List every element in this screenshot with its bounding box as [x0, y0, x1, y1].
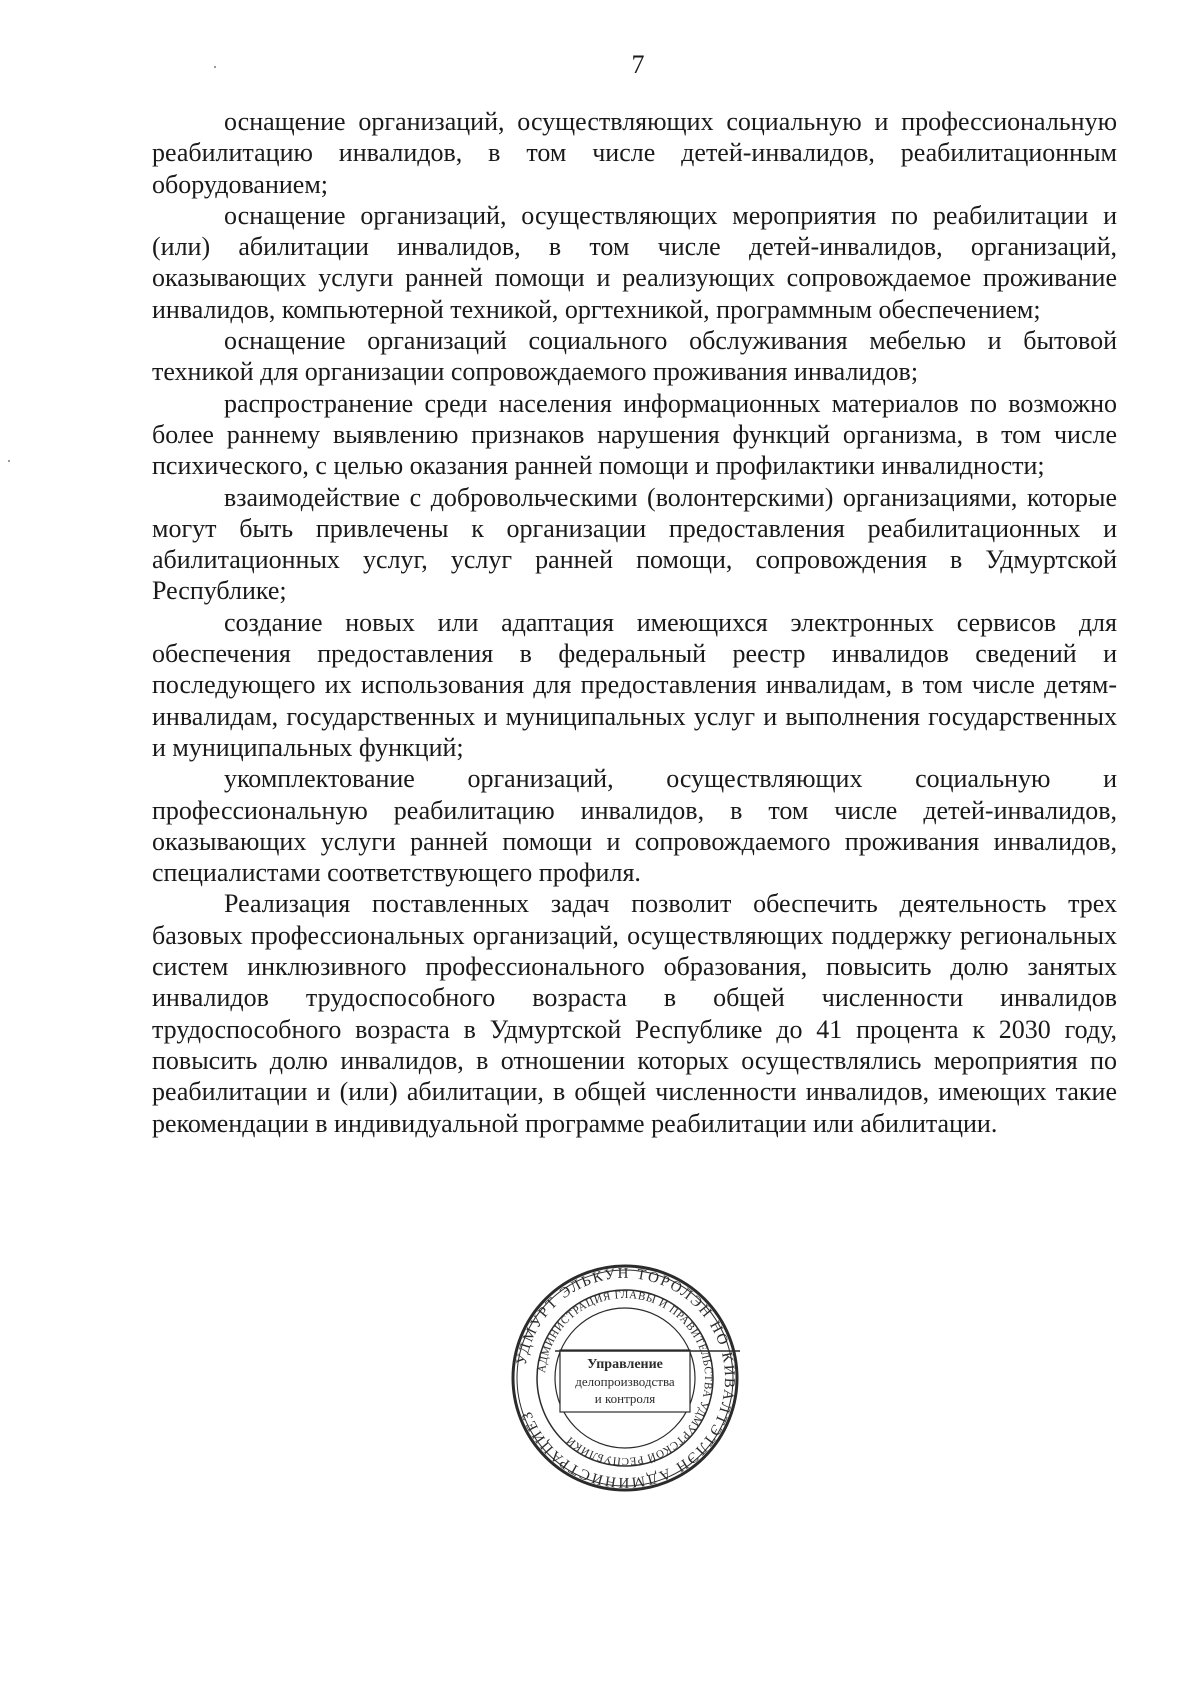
seal-outer-ring-text: УДМУРТ ЭЛЬКУН ТОРОЛЭН НО КИВАЛТЭТЛЭН АДМИНИСТРАЦИЕЗ: [513, 1265, 738, 1491]
paragraph: оснащение организаций социального обслуживания мебелью и бытовой техникой для организации сопровождаемого проживания инвалидов;: [152, 326, 1117, 387]
scan-speck: [8, 460, 10, 462]
page-number: 7: [631, 50, 645, 79]
paragraph: распространение среди населения информационных материалов по возможно более раннему выявлению признаков нарушения функций организма, в том числе психического, с целью оказания ранней помощи и профилактики инвалидности;: [152, 388, 1117, 481]
paragraph: оснащение организаций, осуществляющих социальную и профессиональную реабилитацию инвалидов, в том числе детей-инвалидов, реабилитационным оборудованием;: [152, 107, 1117, 199]
paragraph: оснащение организаций, осуществляющих мероприятия по реабилитации и (или) абилитации инвалидов, в том числе детей-инвалидов, организаций, оказывающих услуги ранней помощи и реализующих сопровождаемое проживание инвалидов, компьютерной техникой, оргтехникой, программным обеспечением;: [152, 200, 1117, 324]
seal-inner-ring-text: АДМИНИСТРАЦИЯ ГЛАВЫ И ПРАВИТЕЛЬСТВА УДМУРТСКОЙ РЕСПУБЛИКИ: [536, 1288, 715, 1468]
paragraph: взаимодействие с добровольческими (волонтерскими) организациями, которые могут быть привлечены к организации предоставления реабилитационных и абилитационных услуг, услуг ранней помощи, сопровождения в Удмуртской Республике;: [152, 482, 1117, 606]
body-text: [152, 106, 1117, 1139]
seal-graphic: [505, 1258, 745, 1498]
paragraph: создание новых или адаптация имеющихся электронных сервисов для обеспечения предоставления в федеральный реестр инвалидов сведений и последующего их использования для предоставления инвалидам, в том числе детям-инвалидам, государственных и муниципальных услуг и выполнения государственных и муниципальных функций;: [152, 607, 1117, 762]
seal-center-line-2: делопроизводства: [575, 1374, 675, 1389]
seal-center-line-1: Управление: [587, 1357, 663, 1372]
paragraph: Реализация поставленных задач позволит обеспечить деятельность трех базовых профессиональных организаций, осуществляющих поддержку региональных систем инклюзивного профессионального образования, повысить долю занятых инвалидов трудоспособного возраста в общей численности инвалидов трудоспособного возраста в Удмуртской Республике до 41 процента к 2030 году, повысить долю инвалидов, в отношении которых осуществлялись мероприятия по реабилитации и (или) абилитации, в общей численности инвалидов, имеющих такие рекомендации в индивидуальной программе реабилитации или абилитации.: [152, 889, 1117, 1138]
seal-center-line-3: и контроля: [594, 1391, 656, 1406]
paragraph: укомплектование организаций, осуществляющих социальную и профессиональную реабилитацию инвалидов, в том числе детей-инвалидов, оказывающих услуги ранней помощи и сопровождаемого проживания инвалидов, специалистами соответствующего профиля.: [152, 764, 1117, 888]
official-seal: [505, 1258, 745, 1498]
